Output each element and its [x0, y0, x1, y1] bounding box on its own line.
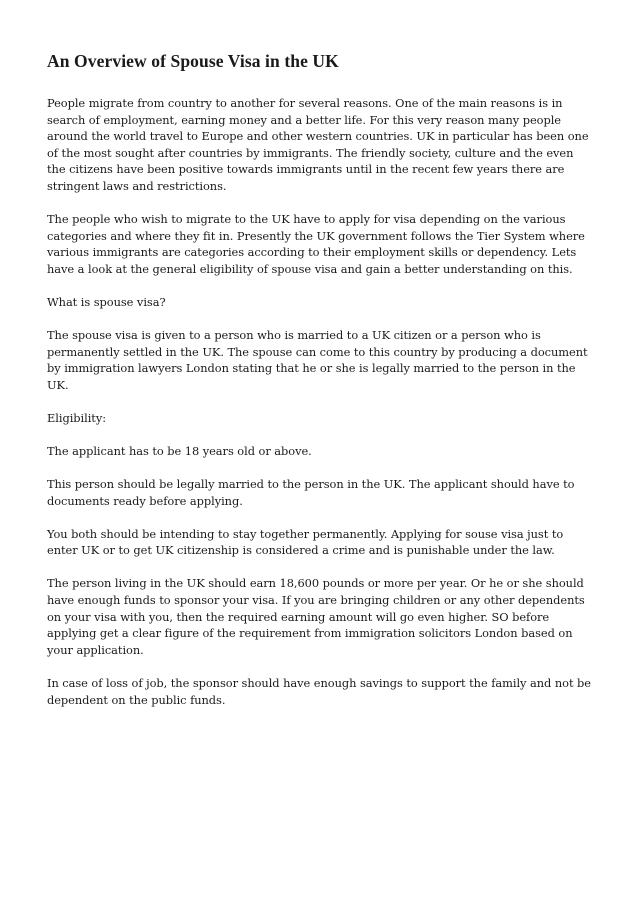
- subheading-eligibility: Eligibility:: [47, 410, 107, 425]
- paragraph-income-requirement: The person living in the UK should earn 18,600 pounds or more per year. Or he or she should have enough funds to sponsor your visa. If you are bringing children or any other dependents on your visa with you, then the required earning amount will go even higher. SO before applying get a clear figure of the requirement from immigration solicitors London based on your application.: [47, 576, 585, 657]
- document-page: [47, 49, 595, 725]
- subheading-what-is-spouse-visa: What is spouse visa?: [47, 294, 166, 309]
- paragraph-migration: The people who wish to migrate to the UK have to apply for visa depending on the various categories and where they fit in. Presently the UK government follows the Tier System where various immigrants are categories according to their employment skills or dependency. Lets have a look at the general eligibility of spouse visa and gain a better understanding on this.: [47, 212, 585, 276]
- paragraph-marriage-requirement: This person should be legally married to the person in the UK. The applicant should have to documents ready before applying.: [47, 477, 575, 508]
- paragraph-intro: People migrate from country to another for several reasons. One of the main reasons is in search of employment, earning money and a better life. For this very reason many people around the world travel to Europe and other western countries. UK in particular has been one of the most sought after countries by immigrants. The friendly society, culture and the even the citizens have been positive towards immigrants until in the recent few years there are stringent laws and restrictions.: [47, 96, 589, 193]
- paragraph-age-requirement: The applicant has to be 18 years old or above.: [47, 444, 312, 458]
- document-title: An Overview of Spouse Visa in the UK: [47, 51, 339, 71]
- paragraph-definition: The spouse visa is given to a person who is married to a UK citizen or a person who is permanently settled in the UK. The spouse can come to this country by producing a document by immigration lawyers London stating that he or she is legally married to the person in the UK.: [47, 328, 588, 392]
- paragraph-savings-requirement: In case of loss of job, the sponsor should have enough savings to support the family and not be dependent on the public funds.: [47, 675, 591, 707]
- paragraph-intent-requirement: You both should be intending to stay together permanently. Applying for souse visa just to enter UK or to get UK citizenship is considered a crime and is punishable under the law.: [47, 526, 564, 558]
